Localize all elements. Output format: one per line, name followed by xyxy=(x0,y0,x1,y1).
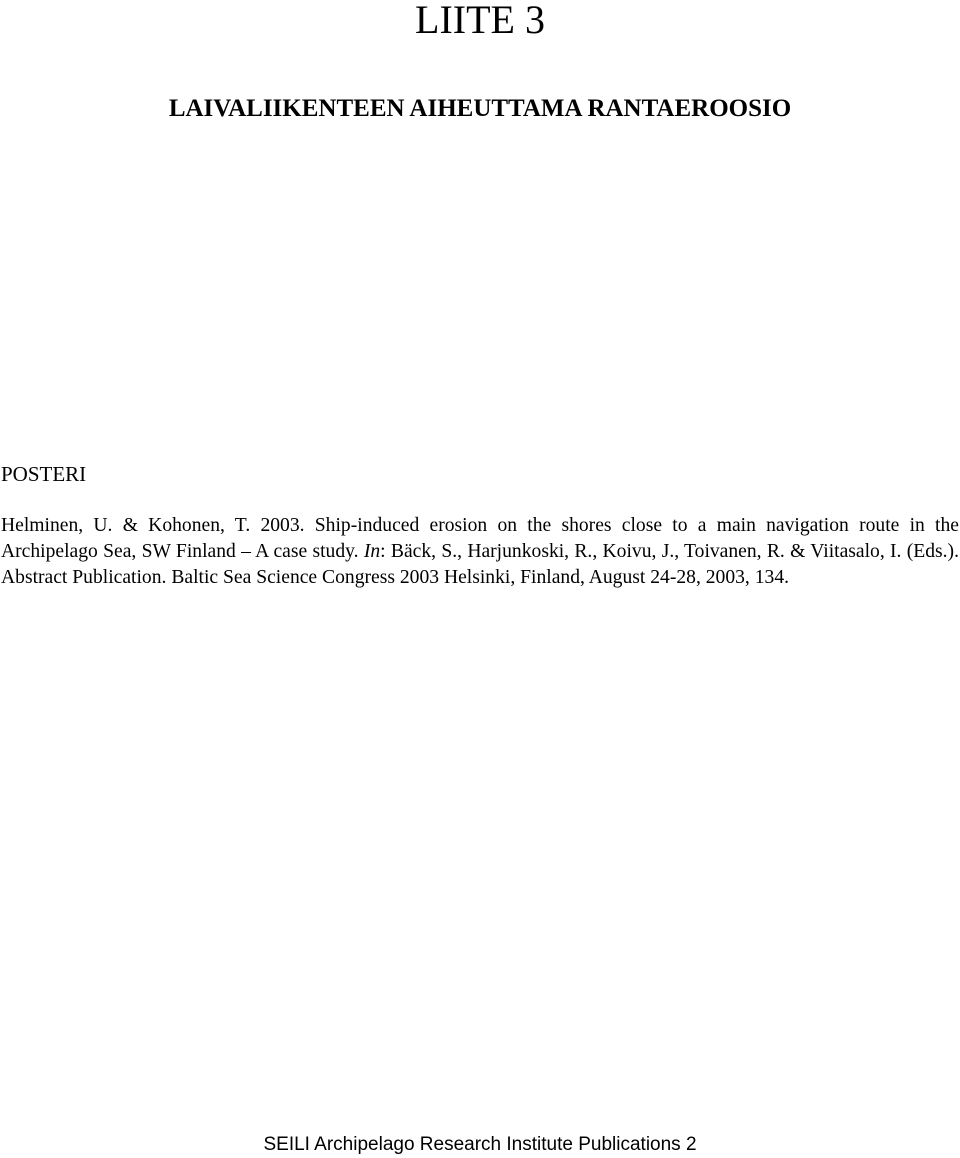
section-label: POSTERI xyxy=(1,462,87,486)
reference-in-label: In xyxy=(363,541,381,562)
reference-citation xyxy=(1,513,959,591)
page-footer: SEILI Archipelago Research Institute Publications 2 xyxy=(263,1134,697,1155)
document-subtitle: LAIVALIIKENTEEN AIHEUTTAMA RANTAEROOSIO xyxy=(168,95,792,122)
page-title: LIITE 3 xyxy=(415,0,545,42)
reference-text-after: : Bäck, S., Harjunkoski, R., Koivu, J., Toivanen, R. & Viitasalo, I. (Eds.). Abstract Publication. Baltic Sea Science Congress 2003 Helsinki, Finland, August 24-28, 2003, 134. xyxy=(1,541,959,588)
reference-text-before: Helminen, U. & Kohonen, T. 2003. Ship-induced erosion on the shores close to a main navigation route in the Archipelago Sea, SW Finland – A case study. xyxy=(1,515,959,562)
